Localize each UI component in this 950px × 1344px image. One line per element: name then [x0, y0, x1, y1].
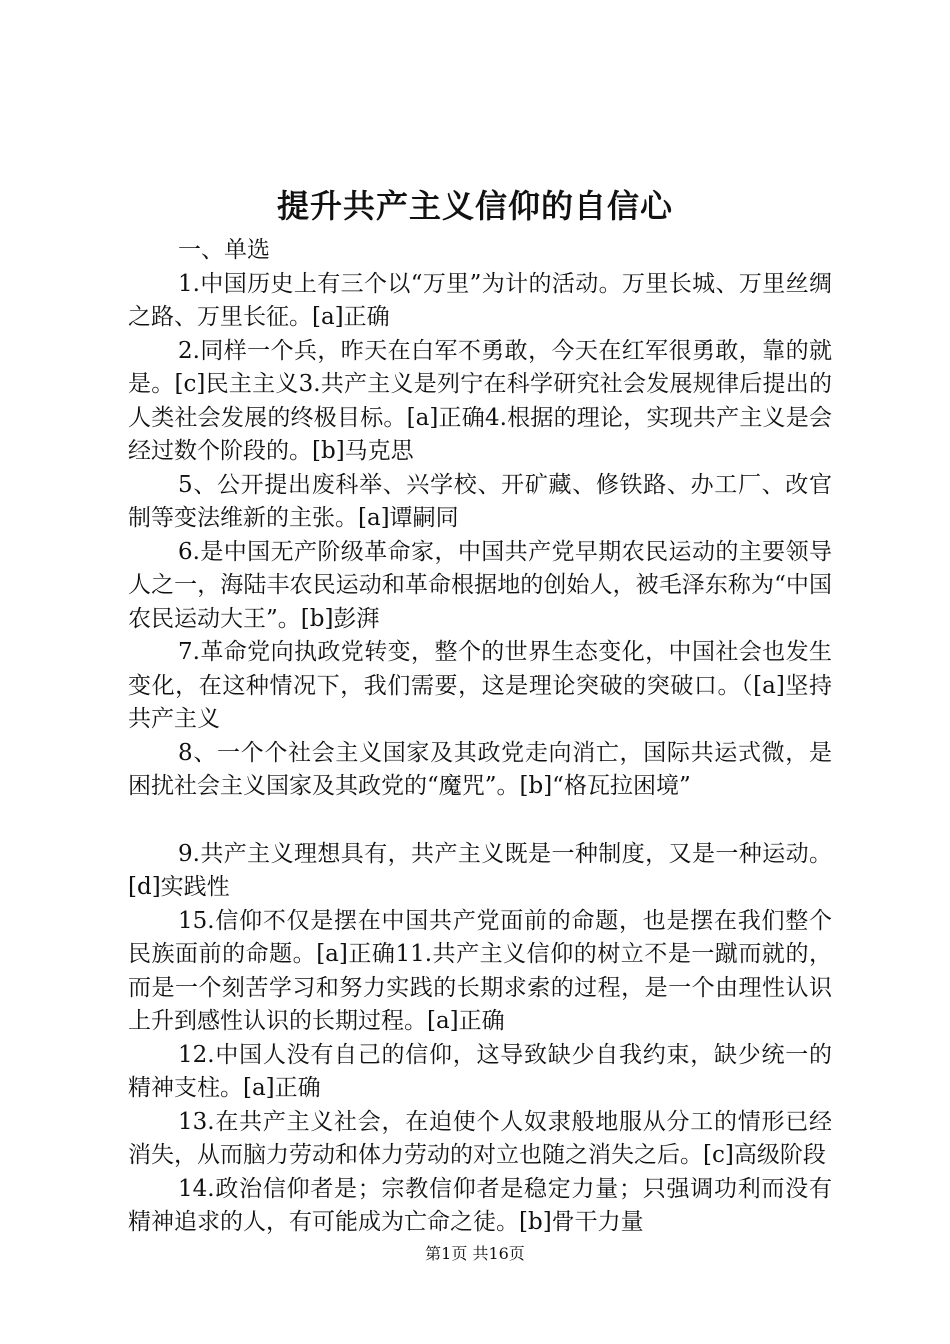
question-paragraph: 9.共产主义理想具有，共产主义既是一种制度，又是一种运动。[d]实践性: [128, 840, 832, 900]
question-paragraph: 5、公开提出废科举、兴学校、开矿藏、修铁路、办工厂、改官制等变法维新的主张。[a]谭嗣同: [128, 471, 832, 531]
question-paragraph: 7.革命党向执政党转变，整个的世界生态变化，中国社会也发生变化，在这种情况下，我们需要，这是理论突破的突破口。（[a]坚持共产主义: [128, 639, 832, 732]
section-heading: 一、单选: [178, 237, 270, 263]
question-paragraph: 6.是中国无产阶级革命家，中国共产党早期农民运动的主要领导人之一，海陆丰农民运动和革命根据地的创始人，被毛泽东称为“中国农民运动大王”。[b]彭湃: [128, 538, 832, 632]
question-paragraph: 14.政治信仰者是；宗教信仰者是稳定力量；只强调功利而没有精神追求的人，有可能成为亡命之徒。[b]骨干力量: [128, 1175, 832, 1235]
page-number-footer: 第1页 共16页: [425, 1244, 525, 1263]
paragraph-spacer: [128, 804, 832, 838]
document-title: 提升共产主义信仰的自信心: [276, 187, 673, 225]
question-paragraph: 12.中国人没有自己的信仰，这导致缺少自我约束，缺少统一的精神支柱。[a]正确: [128, 1041, 832, 1101]
question-paragraph: 1.中国历史上有三个以“万里”为计的活动。万里长城、万里丝绸之路、万里长征。[a]正确: [128, 270, 832, 330]
question-paragraph: 13.在共产主义社会，在迫使个人奴隶般地服从分工的情形已经消失，从而脑力劳动和体力劳动的对立也随之消失之后。[c]高级阶段: [128, 1108, 832, 1168]
question-paragraph: 2.同样一个兵，昨天在白军不勇敢，今天在红军很勇敢，靠的就是。[c]民主主义3.共产主义是列宁在科学研究社会发展规律后提出的人类社会发展的终极目标。[a]正确4.根据的理论，实现共产主义是会经过数个阶段的。[b]马克思: [128, 337, 832, 464]
question-paragraph: 8、一个个社会主义国家及其政党走向消亡，国际共运式微，是困扰社会主义国家及其政党的“魔咒”。[b]“格瓦拉困境”: [128, 739, 832, 799]
document-body: [128, 234, 832, 1240]
question-paragraph: 15.信仰不仅是摆在中国共产党面前的命题，也是摆在我们整个民族面前的命题。[a]正确11.共产主义信仰的树立不是一蹴而就的，而是一个刻苦学习和努力实践的长期求索的过程，是一个由理性认识上升到感性认识的长期过程。[a]正确: [128, 907, 832, 1034]
